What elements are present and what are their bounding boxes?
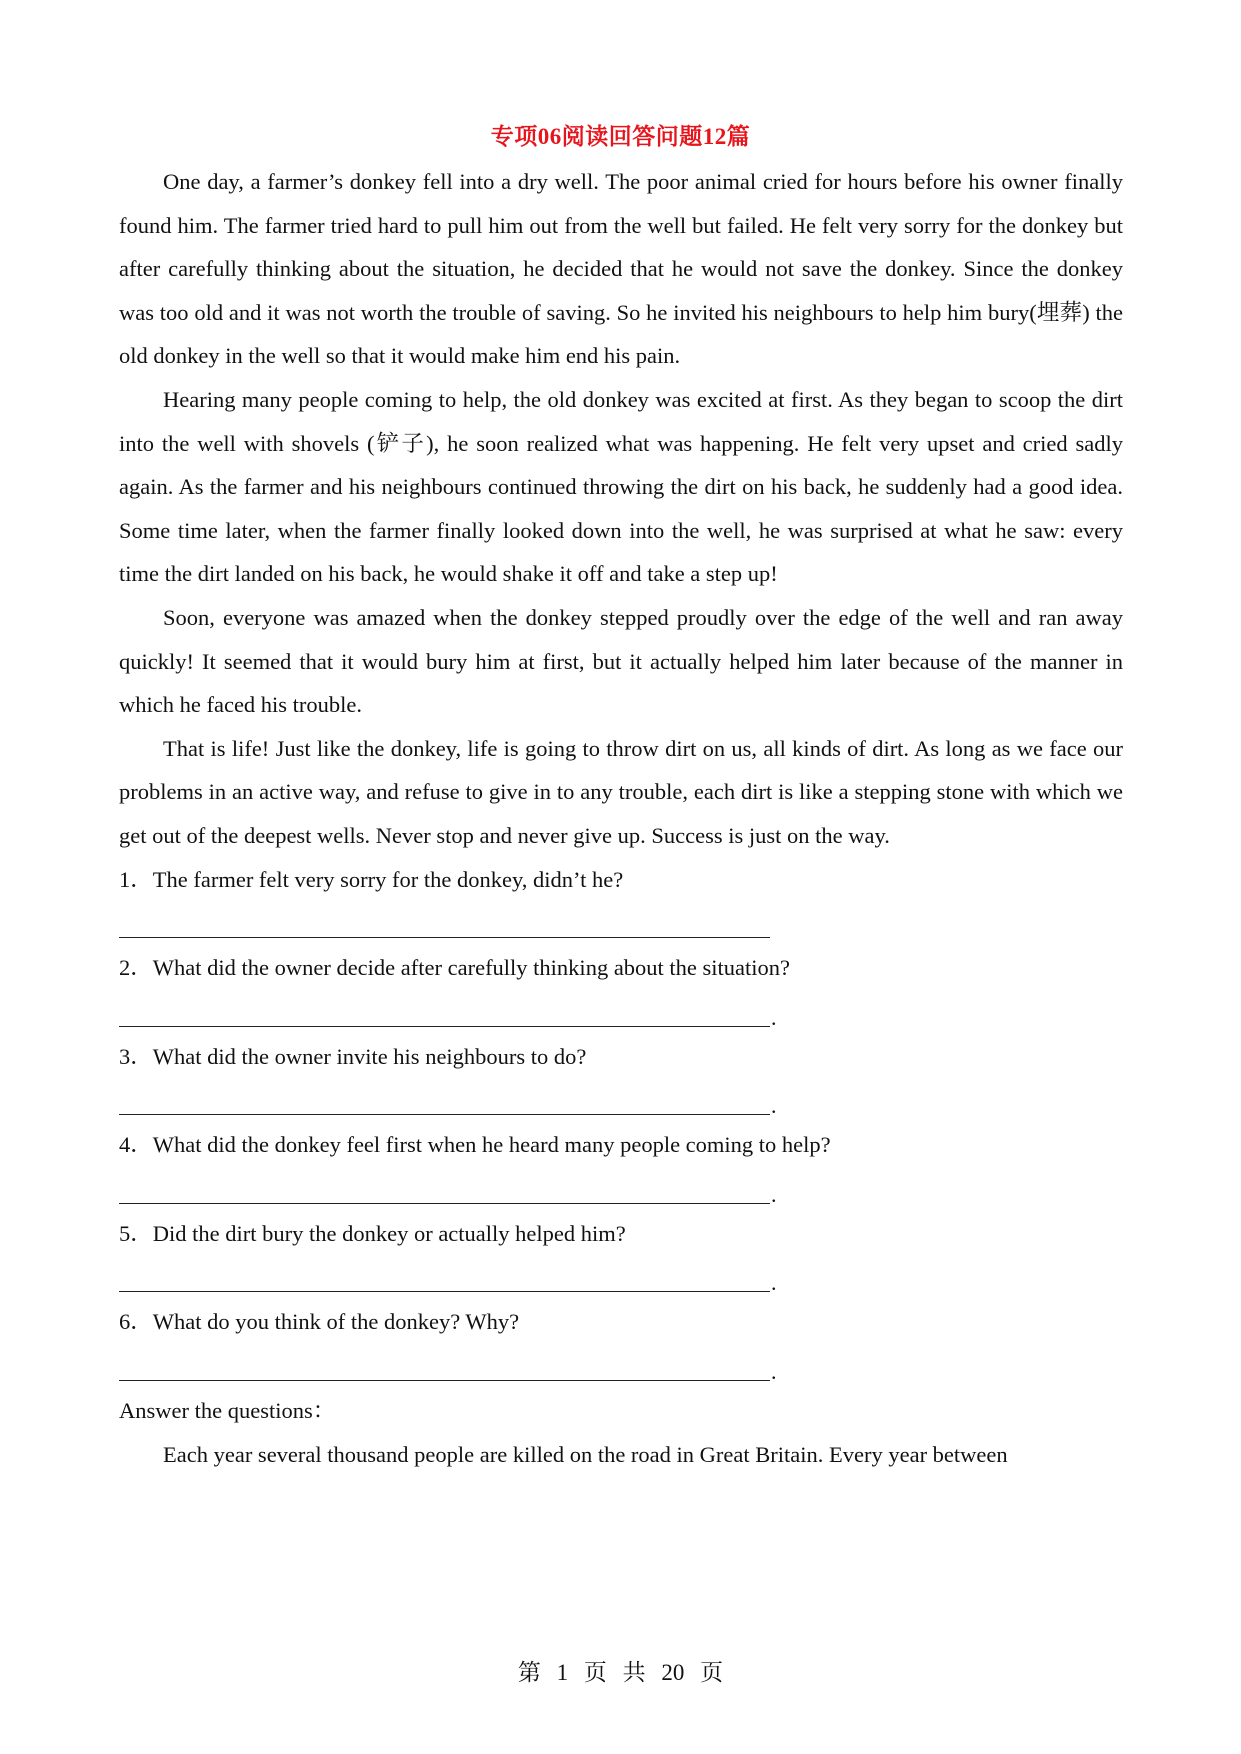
answer-end-mark: . xyxy=(771,1181,777,1207)
answer-rule xyxy=(119,1291,770,1292)
next-passage-paragraph: Each year several thousand people are killed on the road in Great Britain. Every year between xyxy=(163,1441,1008,1467)
section-heading: Answer the questions： xyxy=(119,1398,336,1424)
passage-paragraph-1: One day, a farmer’s donkey fell into a dry well. The poor animal cried for hours before his owner finally found him. The farmer tried hard to pull him out from the well but failed. He felt very sorry for the donkey but after carefully thinking about the situation, he decided that he would not save the donkey. Since the donkey was too old and it was not worth the trouble of saving. So he invited his neighbours to help him bury(埋葬) the old donkey in the well so that it would make him end his pain. xyxy=(119,169,1123,369)
question-6: 6．What do you think of the donkey? Why? xyxy=(119,1309,520,1335)
answer-rule xyxy=(119,1026,770,1027)
passage-paragraph-4: That is life! Just like the donkey, life is going to throw dirt on us, all kinds of dirt. As long as we face our problems in an active way, and refuse to give in to any trouble, each dirt is like a stepping stone with which we get out of the deepest wells. Never stop and never give up. Success is just on the way. xyxy=(119,735,1123,848)
question-5: 5．Did the dirt bury the donkey or actually helped him? xyxy=(119,1220,626,1246)
page-footer: 第 1 页 共 20 页 xyxy=(517,1660,724,1685)
answer-rule xyxy=(119,1203,770,1204)
answer-end-mark: . xyxy=(771,1004,777,1030)
answer-rule xyxy=(119,1380,770,1381)
passage-paragraph-2: Hearing many people coming to help, the old donkey was excited at first. As they began to scoop the dirt into the well with shovels (铲子), he soon realized what was happening. He felt very upset and cried sadly again. As the farmer and his neighbours continued throwing the dirt on his back, he suddenly had a good idea. Some time later, when the farmer finally looked down into the well, he was surprised at what he saw: every time the dirt landed on his back, he would shake it off and take a step up! xyxy=(119,386,1123,587)
answer-line-6[interactable] xyxy=(119,1344,1123,1389)
passage-content xyxy=(119,160,1123,1476)
answer-line-2[interactable] xyxy=(119,990,1123,1035)
answer-line-4[interactable] xyxy=(119,1167,1123,1212)
answer-line-3[interactable] xyxy=(119,1078,1123,1123)
passage-paragraph-3: Soon, everyone was amazed when the donkey stepped proudly over the edge of the well and ran away quickly! It seemed that it would bury him at first, but it actually helped him later because of the manner in which he faced his trouble. xyxy=(119,604,1123,718)
answer-line-5[interactable] xyxy=(119,1255,1123,1300)
answer-end-mark: . xyxy=(771,1359,777,1385)
answer-end-mark: . xyxy=(771,1270,777,1296)
answer-rule xyxy=(119,937,770,938)
question-2: 2．What did the owner decide after carefully thinking about the situation? xyxy=(119,955,791,981)
question-4: 4．What did the donkey feel first when he heard many people coming to help? xyxy=(119,1132,831,1158)
answer-rule xyxy=(119,1114,770,1115)
answer-line-1[interactable] xyxy=(119,901,1123,946)
answer-end-mark: . xyxy=(771,1093,777,1119)
question-3: 3．What did the owner invite his neighbours to do? xyxy=(119,1043,587,1069)
page-title: 专项06阅读回答问题12篇 xyxy=(490,124,751,149)
question-1: 1．The farmer felt very sorry for the donkey, didn’t he? xyxy=(119,866,624,892)
